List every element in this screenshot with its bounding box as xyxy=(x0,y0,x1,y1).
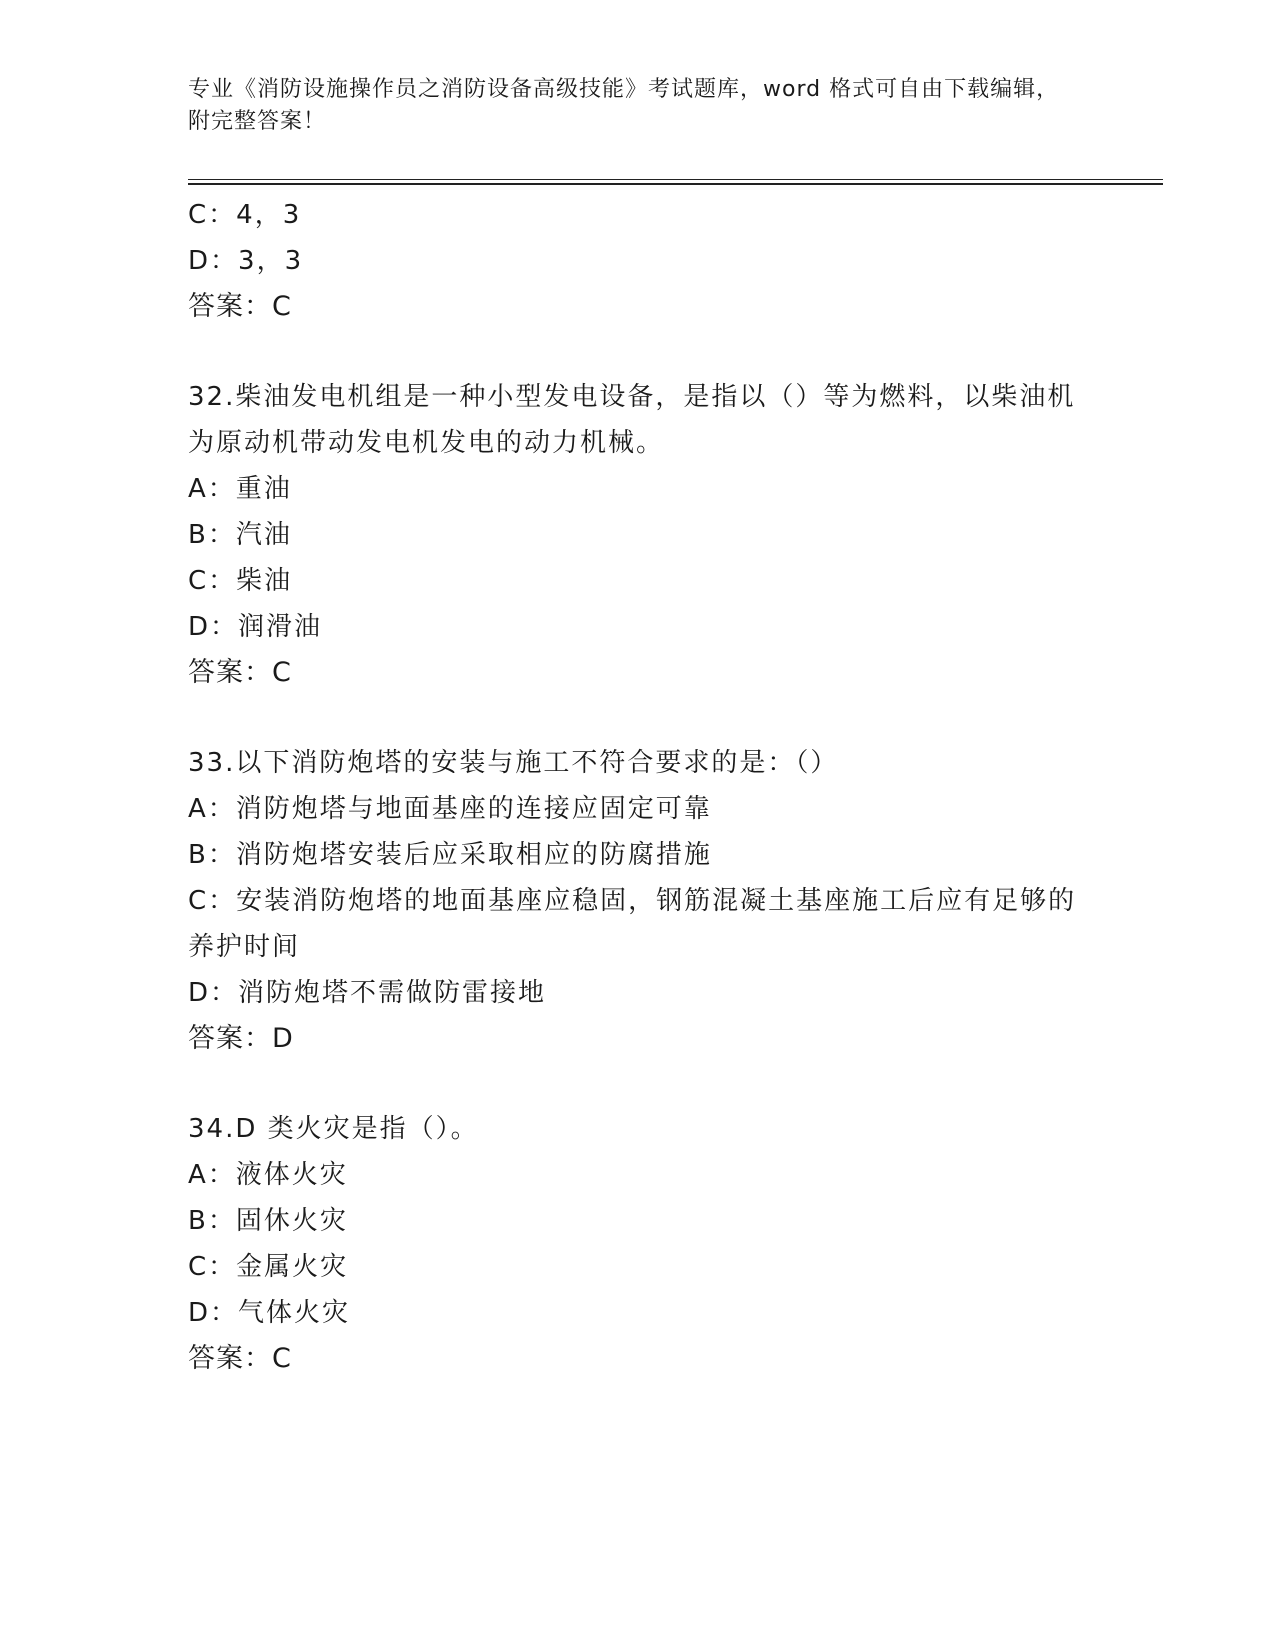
option-c: C：安装消防炮塔的地面基座应稳固，钢筋混凝土基座施工后应有足够的养护时间 xyxy=(188,886,1077,962)
question-stem: 32.柴油发电机组是一种小型发电设备，是指以（）等为燃料，以柴油机为原动机带动发电机发电的动力机械。 xyxy=(188,382,1076,458)
question-stem: 34.D 类火灾是指（）。 xyxy=(188,1114,479,1144)
option-c: C：柴油 xyxy=(188,566,293,596)
answer: 答案：C xyxy=(188,657,292,688)
answer: 答案：D xyxy=(188,1023,294,1054)
option-d: D：消防炮塔不需做防雷接地 xyxy=(188,978,547,1008)
option-d: D：气体火灾 xyxy=(188,1298,351,1328)
header-divider-bottom xyxy=(188,183,1163,185)
answer: 答案：C xyxy=(188,291,292,322)
option-c: C：金属火灾 xyxy=(188,1252,349,1282)
option-d: D：润滑油 xyxy=(188,612,323,642)
question-stem: 33.以下消防炮塔的安装与施工不符合要求的是：（） xyxy=(188,748,839,778)
option-b: B：消防炮塔安装后应采取相应的防腐措施 xyxy=(188,840,712,870)
header-divider-top xyxy=(188,179,1163,180)
option-a: A：消防炮塔与地面基座的连接应固定可靠 xyxy=(188,794,712,824)
option-a: A：液体火灾 xyxy=(188,1160,348,1190)
question-block-32 xyxy=(188,374,1088,696)
option-d: D：3，3 xyxy=(188,246,304,276)
option-b: B：汽油 xyxy=(188,520,292,550)
option-c: C：4，3 xyxy=(188,200,302,230)
option-b: B：固休火灾 xyxy=(188,1206,348,1236)
option-a: A：重油 xyxy=(188,474,292,504)
document-header: 专业《消防设施操作员之消防设备高级技能》考试题库，word 格式可自由下载编辑，附完整答案！ xyxy=(188,77,1060,134)
question-block-33 xyxy=(188,740,1088,1062)
document-body xyxy=(188,192,1088,1382)
answer: 答案：C xyxy=(188,1343,292,1374)
question-block-31-tail xyxy=(188,192,1088,330)
question-block-34 xyxy=(188,1106,1088,1382)
